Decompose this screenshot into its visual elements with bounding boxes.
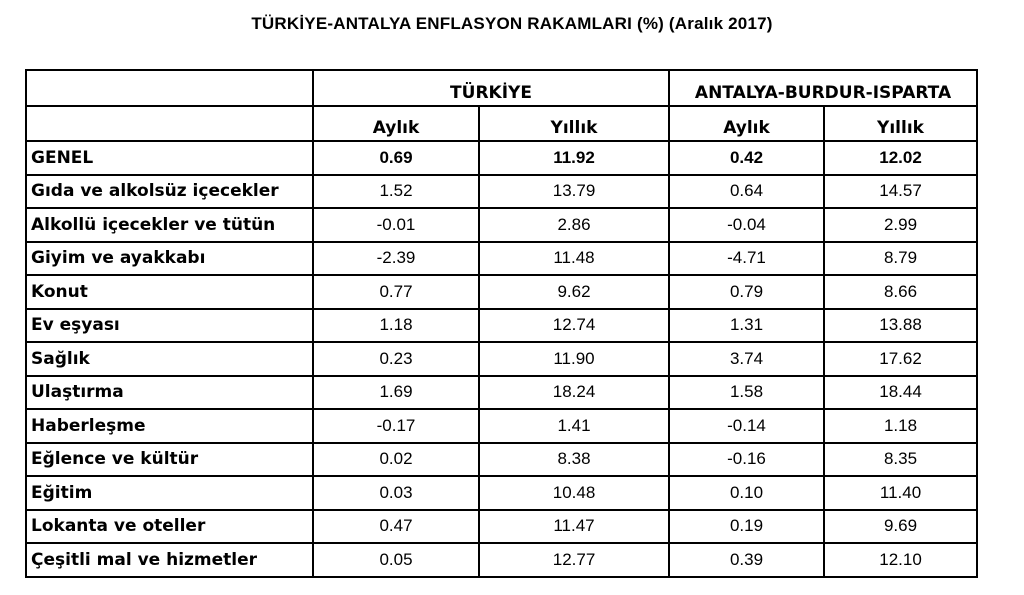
row-label: Sağlık [26, 342, 313, 376]
value-cell: 11.40 [824, 476, 977, 510]
value-cell: 8.79 [824, 242, 977, 276]
value-cell: 10.48 [479, 476, 669, 510]
row-label: Gıda ve alkolsüz içecekler [26, 175, 313, 209]
table-row [26, 376, 977, 410]
value-cell: 1.41 [479, 409, 669, 443]
value-cell: 18.44 [824, 376, 977, 410]
value-cell: 9.62 [479, 275, 669, 309]
row-label: Eğitim [26, 476, 313, 510]
table-row [26, 208, 977, 242]
value-cell: 3.74 [669, 342, 824, 376]
group-header-row [26, 70, 977, 106]
value-cell: 12.10 [824, 543, 977, 577]
value-cell: 14.57 [824, 175, 977, 209]
value-cell: -0.16 [669, 443, 824, 477]
table-row [26, 543, 977, 577]
value-cell: 13.79 [479, 175, 669, 209]
value-cell: 0.79 [669, 275, 824, 309]
row-label: Haberleşme [26, 409, 313, 443]
table-row [26, 141, 977, 175]
value-cell: -4.71 [669, 242, 824, 276]
value-cell: 0.39 [669, 543, 824, 577]
table-row [26, 443, 977, 477]
value-cell: 0.02 [313, 443, 479, 477]
value-cell: -2.39 [313, 242, 479, 276]
row-label: Ev eşyası [26, 309, 313, 343]
value-cell: 0.77 [313, 275, 479, 309]
empty-corner-cell [26, 70, 313, 106]
inflation-table [25, 69, 978, 578]
value-cell: 1.69 [313, 376, 479, 410]
value-cell: 0.05 [313, 543, 479, 577]
value-cell: 18.24 [479, 376, 669, 410]
table-row [26, 242, 977, 276]
page-title: TÜRKİYE-ANTALYA ENFLASYON RAKAMLARI (%) (Aralık 2017) [251, 14, 773, 33]
row-label: Ulaştırma [26, 376, 313, 410]
group-header-turkiye: TÜRKİYE [313, 70, 669, 106]
value-cell: 9.69 [824, 510, 977, 544]
table-row [26, 409, 977, 443]
table-row [26, 175, 977, 209]
table-row [26, 510, 977, 544]
table-body [26, 141, 977, 577]
table-row [26, 275, 977, 309]
value-cell: 11.48 [479, 242, 669, 276]
value-cell: 8.38 [479, 443, 669, 477]
value-cell: 0.64 [669, 175, 824, 209]
value-cell: 11.90 [479, 342, 669, 376]
row-label: Alkollü içecekler ve tütün [26, 208, 313, 242]
value-cell: 8.66 [824, 275, 977, 309]
value-cell: 12.77 [479, 543, 669, 577]
value-cell: -0.01 [313, 208, 479, 242]
value-cell: 0.19 [669, 510, 824, 544]
value-cell: 0.47 [313, 510, 479, 544]
value-cell: 12.74 [479, 309, 669, 343]
empty-label-cell [26, 106, 313, 142]
table-row [26, 476, 977, 510]
value-cell: 1.52 [313, 175, 479, 209]
value-cell: 1.58 [669, 376, 824, 410]
row-label: Giyim ve ayakkabı [26, 242, 313, 276]
group-header-antalya: ANTALYA-BURDUR-ISPARTA [669, 70, 977, 106]
value-cell: 11.92 [479, 141, 669, 175]
value-cell: 1.18 [824, 409, 977, 443]
value-cell: 0.03 [313, 476, 479, 510]
subheader-monthly: Aylık [669, 106, 824, 142]
table-row [26, 342, 977, 376]
value-cell: -0.14 [669, 409, 824, 443]
row-label: Eğlence ve kültür [26, 443, 313, 477]
row-label: GENEL [26, 141, 313, 175]
value-cell: 0.10 [669, 476, 824, 510]
value-cell: 1.18 [313, 309, 479, 343]
row-label: Çeşitli mal ve hizmetler [26, 543, 313, 577]
value-cell: 13.88 [824, 309, 977, 343]
value-cell: 1.31 [669, 309, 824, 343]
subheader-annual: Yıllık [479, 106, 669, 142]
value-cell: 0.23 [313, 342, 479, 376]
subheader-row [26, 106, 977, 142]
row-label: Konut [26, 275, 313, 309]
value-cell: 12.02 [824, 141, 977, 175]
value-cell: 0.42 [669, 141, 824, 175]
value-cell: -0.04 [669, 208, 824, 242]
value-cell: 8.35 [824, 443, 977, 477]
row-label: Lokanta ve oteller [26, 510, 313, 544]
value-cell: 0.69 [313, 141, 479, 175]
value-cell: 2.86 [479, 208, 669, 242]
value-cell: 2.99 [824, 208, 977, 242]
table-row [26, 309, 977, 343]
value-cell: -0.17 [313, 409, 479, 443]
value-cell: 17.62 [824, 342, 977, 376]
subheader-monthly: Aylık [313, 106, 479, 142]
subheader-annual: Yıllık [824, 106, 977, 142]
value-cell: 11.47 [479, 510, 669, 544]
